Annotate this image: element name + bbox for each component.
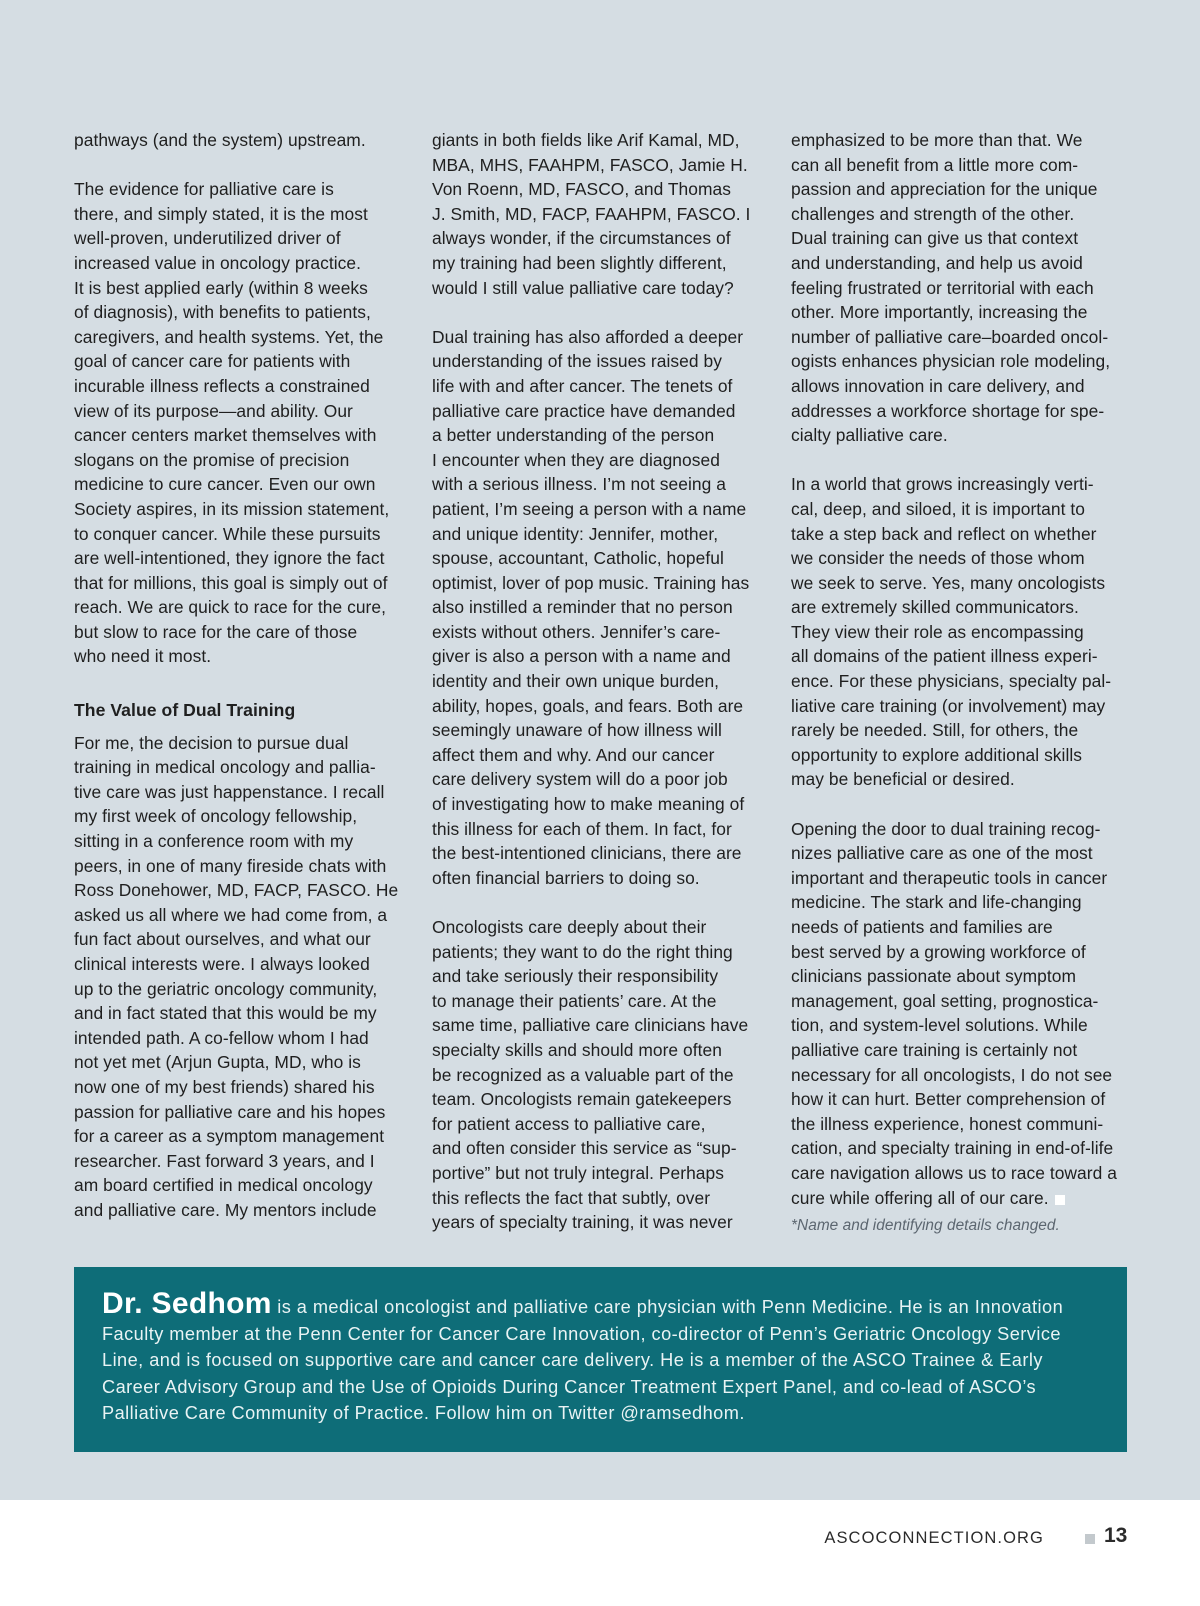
text-line: seemingly unaware of how illness will (432, 720, 722, 741)
text-line: and understanding, and help us avoid (791, 252, 1083, 273)
text-line: ability, hopes, goals, and fears. Both are (432, 695, 744, 716)
text-line: passion for palliative care and his hopes (74, 1101, 386, 1122)
text-line: Ross Donehower, MD, FACP, FASCO. He (74, 880, 399, 901)
section-heading: The Value of Dual Training (74, 700, 296, 721)
text-line: up to the geriatric oncology community, (74, 978, 378, 999)
author-bio-box (74, 1267, 1127, 1452)
text-line: reach. We are quick to race for the cure, (74, 597, 387, 618)
paragraph-break (791, 792, 1127, 817)
text-line: slogans on the promise of precision (74, 449, 350, 470)
paragraph-break (791, 448, 1127, 473)
bio-line: Line, and is focused on supportive care and cancer care delivery. He is a member of the ASCO Trainee & Early (102, 1350, 1043, 1371)
text-line: be recognized as a valuable part of the (432, 1064, 734, 1085)
page-footer (0, 1500, 1200, 1606)
text-line: care delivery system will do a poor job (432, 769, 728, 790)
text-line: exists without others. Jennifer’s care- (432, 621, 721, 642)
text-line: rarely be needed. Still, for others, the (791, 720, 1079, 741)
text-line: not yet met (Arjun Gupta, MD, who is (74, 1052, 361, 1073)
text-line: care navigation allows us to race toward a (791, 1162, 1117, 1183)
text-line: Von Roenn, MD, FASCO, and Thomas (432, 179, 731, 200)
column-2-paragraphs (432, 128, 768, 1235)
column-1-paragraphs (74, 128, 410, 669)
text-line: management, goal setting, prognostica- (791, 990, 1099, 1011)
text-line: For me, the decision to pursue dual (74, 732, 349, 753)
text-line: my training had been slightly different, (432, 252, 727, 273)
text-line: and palliative care. My mentors include (74, 1199, 377, 1220)
text-line: always wonder, if the circumstances of (432, 228, 731, 249)
text-line: well-proven, underutilized driver of (74, 228, 341, 249)
text-line: of diagnosis), with benefits to patients, (74, 302, 371, 323)
text-line: identity and their own unique burden, (432, 671, 720, 692)
text-line: challenges and strength of the other. (791, 203, 1075, 224)
paragraph-break (74, 153, 410, 178)
text-line: that for millions, this goal is simply out of (74, 572, 388, 593)
text-line: clinicians passionate about symptom (791, 966, 1076, 987)
text-line: life with and after cancer. The tenets of (432, 375, 733, 396)
text-line: other. More importantly, increasing the (791, 302, 1088, 323)
text-line: my first week of oncology fellowship, (74, 806, 358, 827)
bio-line: Palliative Care Community of Practice. Follow him on Twitter @ramsedhom. (102, 1403, 745, 1424)
text-line: Dual training can give us that context (791, 228, 1079, 249)
text-line: a better understanding of the person (432, 425, 715, 446)
text-line: specialty skills and should more often (432, 1039, 722, 1060)
text-line: often financial barriers to doing so. (432, 867, 700, 888)
text-line: how it can hurt. Better comprehension of (791, 1089, 1106, 1110)
text-line: cation, and specialty training in end-of-life (791, 1138, 1114, 1159)
bio-line: Career Advisory Group and the Use of Opioids During Cancer Treatment Expert Panel, and co-lead of ASCO’s (102, 1376, 1037, 1397)
text-line: all domains of the patient illness experi- (791, 646, 1098, 667)
end-mark-icon (1055, 1195, 1065, 1205)
text-line: opportunity to explore additional skills (791, 744, 1083, 765)
text-line: are extremely skilled communicators. (791, 597, 1079, 618)
text-line: would I still value palliative care today? (432, 277, 734, 298)
text-line: for patient access to palliative care, (432, 1113, 706, 1134)
article-column-3 (791, 128, 1127, 1239)
text-line: asked us all where we had come from, a (74, 904, 388, 925)
text-line: but slow to race for the care of those (74, 621, 358, 642)
text-line: emphasized to be more than that. We (791, 130, 1083, 150)
text-line: clinical interests were. I always looked (74, 954, 370, 974)
text-line: cialty palliative care. (791, 425, 948, 446)
text-line: and often consider this service as “sup- (432, 1138, 737, 1159)
text-line: years of specialty training, it was never (432, 1212, 733, 1233)
text-line: needs of patients and families are (791, 917, 1053, 937)
text-line: portive” but not truly integral. Perhaps (432, 1162, 724, 1183)
text-line: pathways (and the system) upstream. (74, 130, 366, 150)
text-line: there, and simply stated, it is the most (74, 203, 368, 224)
text-line: now one of my best friends) shared his (74, 1076, 375, 1097)
text-line: ogists enhances physician role modeling, (791, 351, 1111, 372)
text-line: understanding of the issues raised by (432, 351, 722, 372)
text-line: important and therapeutic tools in cancer (791, 867, 1108, 888)
footer-separator-square (1085, 1534, 1095, 1544)
text-line: medicine. The stark and life-changing (791, 892, 1082, 913)
text-line: affect them and why. And our cancer (432, 744, 715, 765)
text-line: training in medical oncology and pallia- (74, 757, 376, 778)
text-line: The evidence for palliative care is (74, 179, 334, 200)
text-line: this reflects the fact that subtly, over (432, 1187, 711, 1208)
text-line: optimist, lover of pop music. Training has (432, 572, 750, 593)
text-line: we consider the needs of those whom (791, 548, 1085, 569)
bio-first-line-text: is a medical oncologist and palliative care physician with Penn Medicine. He is an Innovation (277, 1297, 1064, 1317)
text-line: may be beneficial or desired. (791, 769, 1015, 790)
text-line: necessary for all oncologists, I do not see (791, 1064, 1113, 1085)
text-line: MBA, MHS, FAAHPM, FASCO, Jamie H. (432, 154, 748, 175)
text-line: liative care training (or involvement) may (791, 695, 1106, 716)
text-line: we seek to serve. Yes, many oncologists (791, 572, 1106, 593)
text-line: It is best applied early (within 8 weeks (74, 277, 368, 298)
footnote: *Name and identifying details changed. (791, 1217, 1060, 1235)
paragraph-break (432, 300, 768, 325)
text-line: peers, in one of many fireside chats with (74, 855, 387, 876)
text-line: to manage their patients’ care. At the (432, 990, 717, 1011)
bio-first-line (102, 1287, 1099, 1321)
text-line: patient, I’m seeing a person with a name (432, 498, 747, 519)
text-line: team. Oncologists remain gatekeepers (432, 1089, 732, 1110)
text-line: take a step back and reflect on whether (791, 523, 1097, 544)
text-line: Opening the door to dual training recog- (791, 818, 1101, 839)
text-line: view of its purpose—and ability. Our (74, 400, 353, 421)
text-line: giver is also a person with a name and (432, 646, 731, 667)
text-line: goal of cancer care for patients with (74, 351, 351, 372)
text-line: and take seriously their responsibility (432, 966, 719, 987)
text-line: of investigating how to make meaning of (432, 794, 745, 815)
text-line: number of palliative care–boarded oncol- (791, 326, 1109, 347)
text-line: Society aspires, in its mission statement, (74, 498, 390, 519)
text-line: also instilled a reminder that no person (432, 597, 733, 618)
text-line: feeling frustrated or territorial with each (791, 277, 1094, 298)
text-line: I encounter when they are diagnosed (432, 449, 720, 470)
text-line: and in fact stated that this would be my (74, 1003, 377, 1024)
text-line: sitting in a conference room with my (74, 831, 354, 852)
text-line: patients; they want to do the right thing (432, 941, 733, 962)
text-line: am board certified in medical oncology (74, 1175, 373, 1196)
text-line: this illness for each of them. In fact, for (432, 818, 732, 839)
text-line: caregivers, and health systems. Yet, the (74, 326, 384, 347)
text-line: incurable illness reflects a constrained (74, 375, 370, 396)
text-line: intended path. A co-fellow whom I had (74, 1027, 369, 1048)
paragraph-break (432, 890, 768, 915)
text-line: They view their role as encompassing (791, 621, 1084, 642)
text-line: allows innovation in care delivery, and (791, 375, 1085, 396)
text-line: increased value in oncology practice. (74, 252, 362, 273)
text-line: tive care was just happenstance. I recall (74, 781, 385, 802)
text-line: the illness experience, honest communi- (791, 1113, 1104, 1134)
article-column-2 (432, 128, 768, 1235)
text-line: fun fact about ourselves, and what our (74, 929, 371, 950)
text-line: to conquer cancer. While these pursuits (74, 523, 381, 544)
text-line: cal, deep, and siloed, it is important to (791, 498, 1085, 519)
text-line: best served by a growing workforce of (791, 941, 1086, 962)
text-line: with a serious illness. I’m not seeing a (432, 474, 726, 495)
text-line: palliative care practice have demanded (432, 400, 736, 421)
text-line: same time, palliative care clinicians have (432, 1015, 749, 1036)
text-line: In a world that grows increasingly verti- (791, 474, 1094, 495)
text-line: and unique identity: Jennifer, mother, (432, 523, 719, 544)
text-line: researcher. Fast forward 3 years, and I (74, 1150, 375, 1171)
text-line: Dual training has also afforded a deeper (432, 326, 744, 347)
text-line: for a career as a symptom management (74, 1126, 385, 1147)
bio-line: Faculty member at the Penn Center for Cancer Care Innovation, co-director of Penn’s Geriatric Oncology Service (102, 1323, 1061, 1344)
column-3-paragraphs (791, 128, 1127, 1210)
text-line: nizes palliative care as one of the most (791, 843, 1093, 864)
text-line: can all benefit from a little more com- (791, 154, 1079, 175)
text-line: who need it most. (74, 646, 212, 667)
text-line: are well-intentioned, they ignore the fact (74, 548, 385, 569)
text-line: tion, and system-level solutions. While (791, 1015, 1088, 1036)
page-number: 13 (1104, 1524, 1128, 1547)
footer-site-url[interactable]: ASCOCONNECTION.ORG (824, 1529, 1044, 1547)
text-line: giants in both fields like Arif Kamal, MD, (432, 130, 740, 150)
text-line: addresses a workforce shortage for spe- (791, 400, 1105, 421)
text-line: ence. For these physicians, specialty pal- (791, 671, 1112, 692)
text-line: cure while offering all of our care. (791, 1186, 1127, 1211)
text-line: J. Smith, MD, FACP, FAAHPM, FASCO. I (432, 203, 751, 224)
text-line: Oncologists care deeply about their (432, 917, 707, 937)
article-column-1 (74, 128, 410, 1223)
text-line: cancer centers market themselves with (74, 425, 377, 446)
author-name: Dr. Sedhom (102, 1287, 272, 1320)
column-1-paragraphs-continued (74, 731, 410, 1223)
text-line: the best-intentioned clinicians, there are (432, 843, 742, 864)
text-line: palliative care training is certainly not (791, 1039, 1078, 1060)
text-line: passion and appreciation for the unique (791, 179, 1098, 200)
text-line: spouse, accountant, Catholic, hopeful (432, 548, 724, 569)
text-line: medicine to cure cancer. Even our own (74, 474, 376, 495)
